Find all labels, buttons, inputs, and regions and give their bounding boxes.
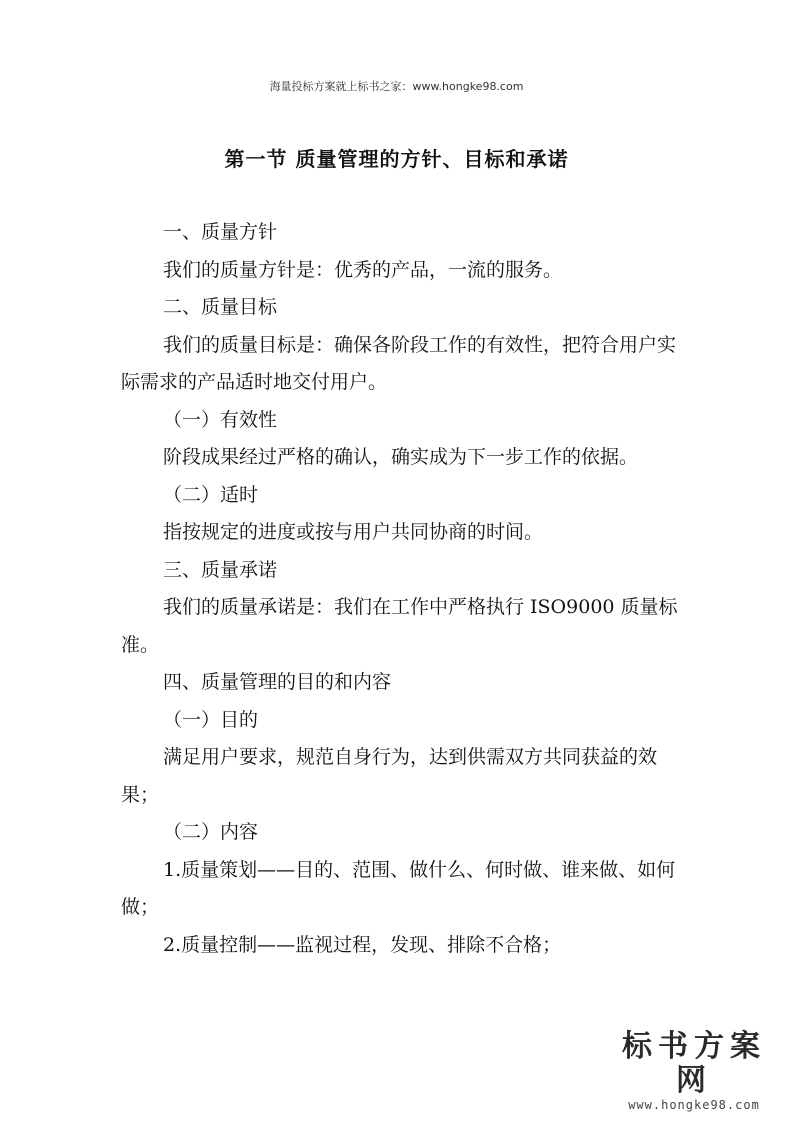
header-note: 海量投标方案就上标书之家：www.hongke98.com — [269, 80, 524, 93]
list-item-quality-planning: 1.质量策划——目的、范围、做什么、何时做、谁来做、如何做； — [121, 858, 676, 918]
heading-quality-commitment: 三、质量承诺 — [163, 558, 278, 581]
paragraph-timeliness: 指按规定的进度或按与用户共同协商的时间。 — [163, 521, 544, 543]
subheading-purpose: （一）目的 — [163, 708, 259, 731]
subheading-content: （二）内容 — [163, 821, 259, 843]
subheading-timeliness: （二）适时 — [163, 483, 259, 506]
section-title: 第一节 质量管理的方针、目标和承诺 — [224, 147, 569, 171]
heading-quality-objectives: 二、质量目标 — [163, 296, 278, 318]
subheading-effectiveness: （一）有效性 — [163, 408, 278, 431]
paragraph-quality-commitment: 我们的质量承诺是：我们在工作中严格执行 ISO9000 质量标准。 — [121, 596, 678, 656]
document-body — [121, 214, 681, 964]
paragraph-effectiveness: 阶段成果经过严格的确认，确实成为下一步工作的依据。 — [163, 446, 639, 468]
watermark-logo — [609, 1030, 779, 1112]
watermark-title: 标书方案网 — [622, 1029, 766, 1098]
heading-quality-policy: 一、质量方针 — [163, 221, 278, 243]
paragraph-quality-policy: 我们的质量方针是：优秀的产品，一流的服务。 — [163, 258, 563, 281]
paragraph-quality-objectives: 我们的质量目标是：确保各阶段工作的有效性，把符合用户实际需求的产品适时地交付用户。 — [121, 333, 677, 393]
list-item-quality-control: 2.质量控制——监视过程，发现、排除不合格； — [163, 933, 562, 956]
heading-purpose-content: 四、质量管理的目的和内容 — [163, 671, 392, 693]
watermark-url: www.hongke98.com — [628, 1098, 760, 1112]
paragraph-purpose: 满足用户要求，规范自身行为，达到供需双方共同获益的效果； — [121, 746, 658, 806]
